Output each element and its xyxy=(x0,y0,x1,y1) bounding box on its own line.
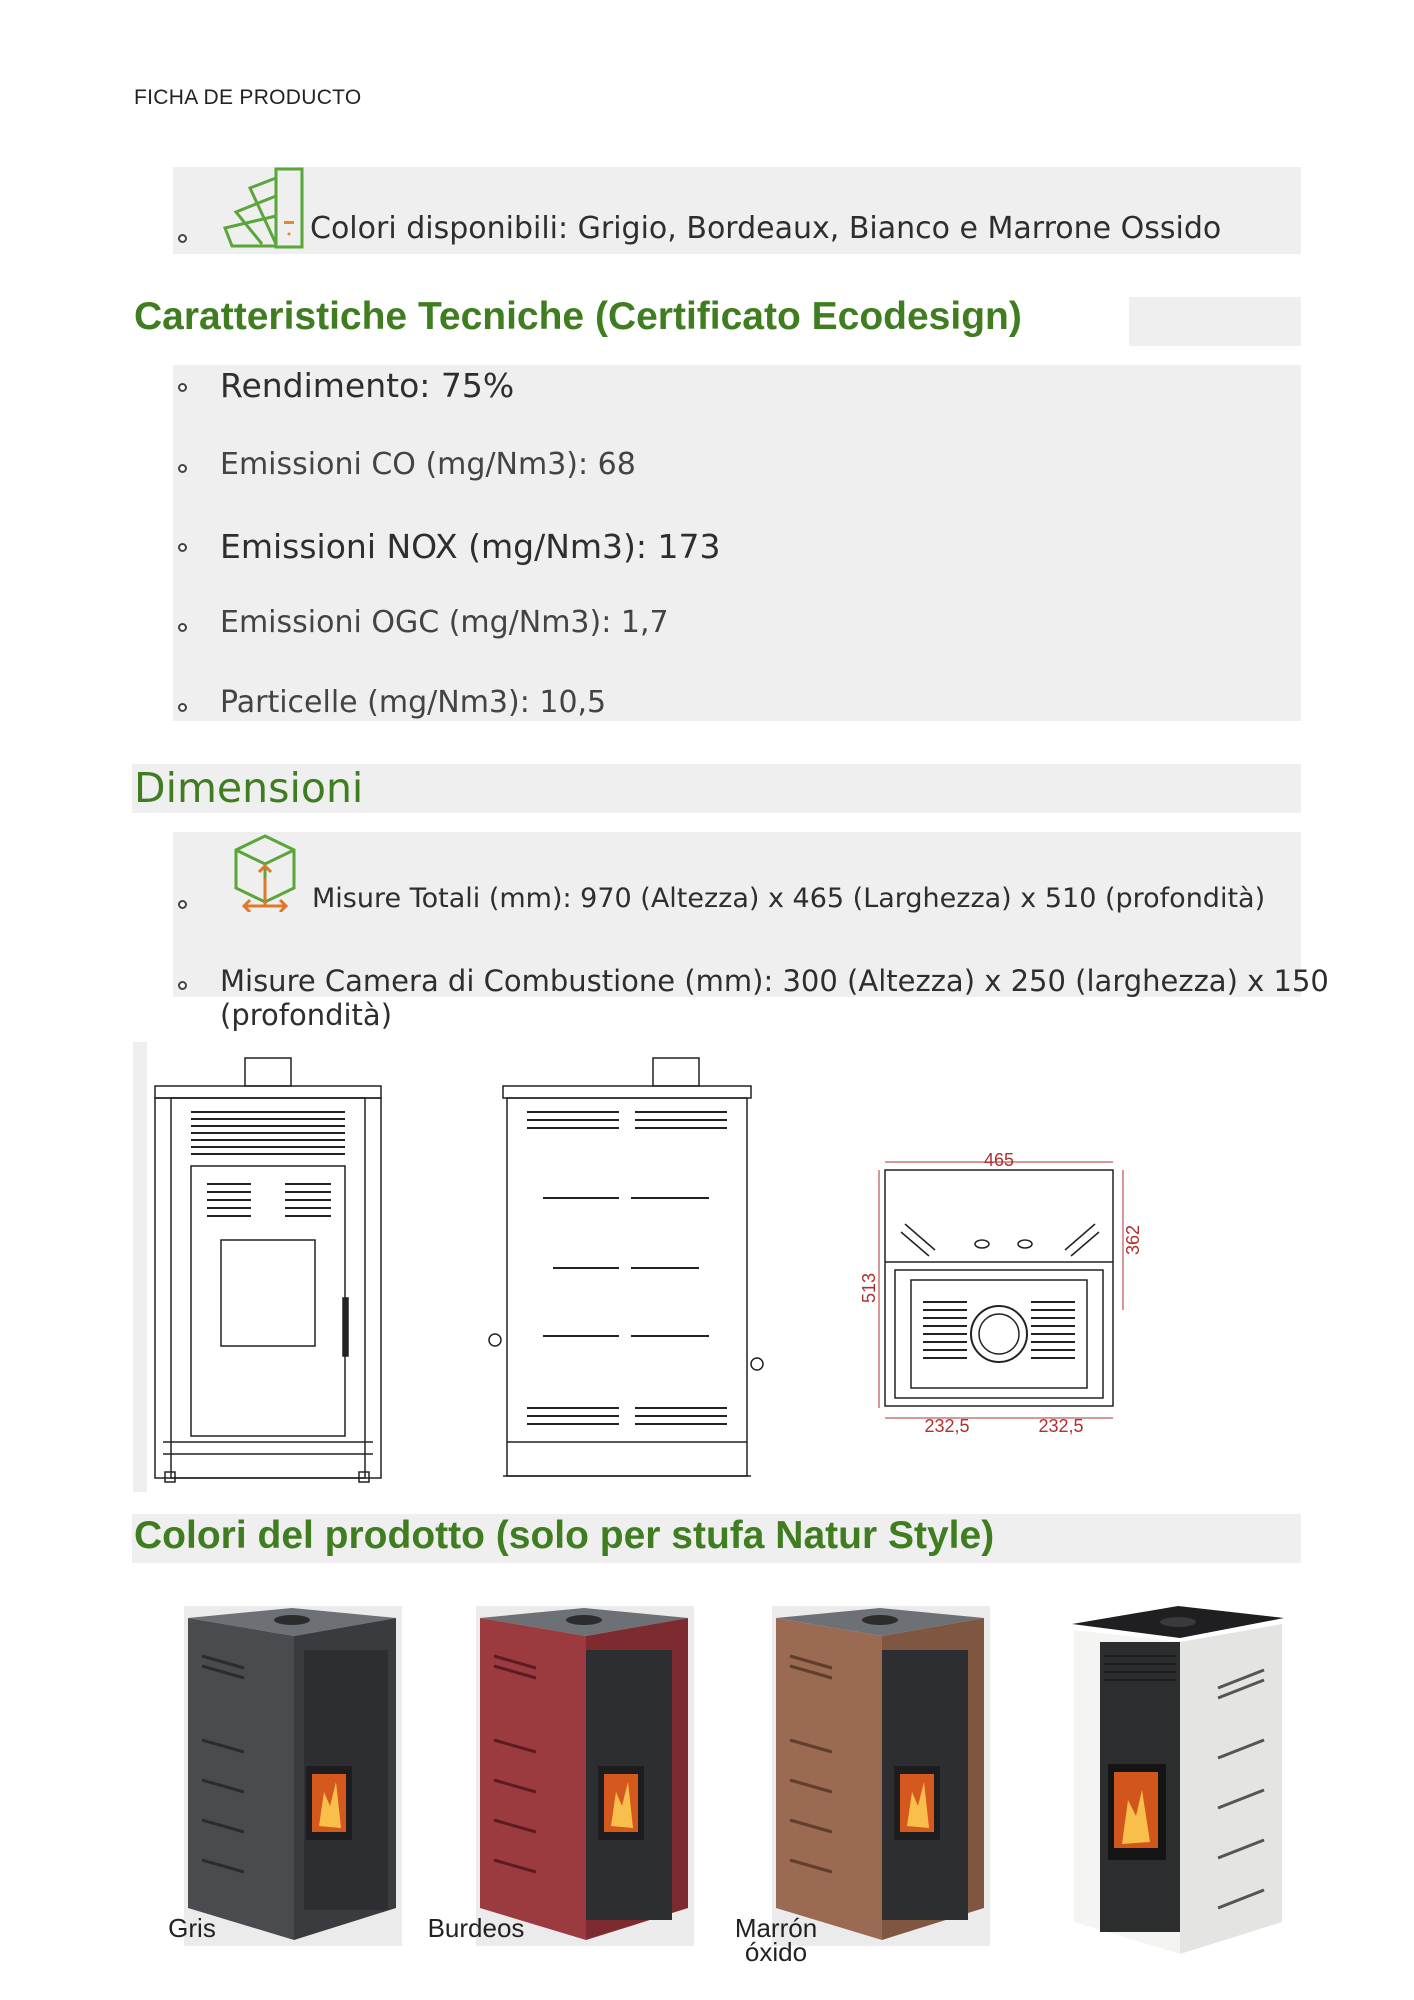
front-view xyxy=(155,1058,381,1482)
colors-available-text: Colori disponibili: Grigio, Bordeaux, Bianco e Marrone Ossido xyxy=(310,211,1222,246)
bullet xyxy=(178,464,187,473)
bullet xyxy=(178,234,187,243)
bullet xyxy=(178,543,187,552)
variant-label-burgundy: Burdeos xyxy=(427,1913,525,1943)
dim-label-half-left: 232,5 xyxy=(924,1416,970,1436)
variant-label-grey: Gris xyxy=(168,1913,216,1943)
bullet xyxy=(178,383,187,392)
stove-variant-burgundy xyxy=(476,1606,694,1946)
dimensions-section-title: Dimensioni xyxy=(134,764,364,812)
variant-label-rust xyxy=(726,1913,826,1967)
dim-item-combustion: Misure Camera di Combustione (mm): 300 (Altezza) x 250 (larghezza) x 150 xyxy=(220,964,1329,998)
stove-burgundy-icon xyxy=(476,1606,694,1946)
bullet xyxy=(178,981,187,990)
title-band-right xyxy=(1129,297,1301,346)
dim-label-width: 465 xyxy=(983,1150,1015,1170)
dim-label-depth: 513 xyxy=(859,1272,879,1304)
stove-drawings-svg xyxy=(133,1042,1154,1492)
color-swatch-icon xyxy=(222,166,306,250)
tech-item-ogc: Emissioni OGC (mg/Nm3): 1,7 xyxy=(220,605,669,640)
dim-label-half-right: 232,5 xyxy=(1038,1416,1084,1436)
tech-item-nox: Emissioni NOX (mg/Nm3): 173 xyxy=(220,527,721,566)
stove-white-icon xyxy=(1068,1604,1288,1956)
bullet xyxy=(178,623,187,632)
dim-item-total: Misure Totali (mm): 970 (Altezza) x 465 (Larghezza) x 510 (profondità) xyxy=(312,883,1266,914)
stove-grey-icon xyxy=(184,1606,402,1946)
top-view xyxy=(879,1162,1123,1418)
variant-label-rust-line1: Marrón xyxy=(734,1913,818,1943)
bullet xyxy=(178,900,187,909)
tech-item-co: Emissioni CO (mg/Nm3): 68 xyxy=(220,447,636,482)
technical-drawing xyxy=(133,1042,1154,1492)
box-dimensions-icon xyxy=(232,832,298,912)
tech-item-particelle: Particelle (mg/Nm3): 10,5 xyxy=(220,685,607,720)
stove-variant-white xyxy=(1068,1604,1288,1956)
technical-section-title: Caratteristiche Tecniche (Certificato Ecodesign) xyxy=(134,295,1022,338)
bullet xyxy=(178,703,187,712)
stove-variant-rust xyxy=(772,1606,990,1946)
product-colors-section-title: Colori del prodotto (solo per stufa Natur Style) xyxy=(134,1514,995,1557)
stove-variant-grey xyxy=(184,1606,402,1946)
dim-label-inner: 362 xyxy=(1123,1224,1143,1256)
variant-label-rust-line2: óxido xyxy=(744,1937,808,1967)
stove-rust-icon xyxy=(772,1606,990,1946)
side-view xyxy=(489,1058,763,1476)
dim-item-combustion-cont: (profondità) xyxy=(220,998,393,1032)
tech-item-rendimento: Rendimento: 75% xyxy=(220,366,515,405)
document-type-label: FICHA DE PRODUCTO xyxy=(134,86,362,109)
drawing-side-band xyxy=(133,1042,147,1492)
